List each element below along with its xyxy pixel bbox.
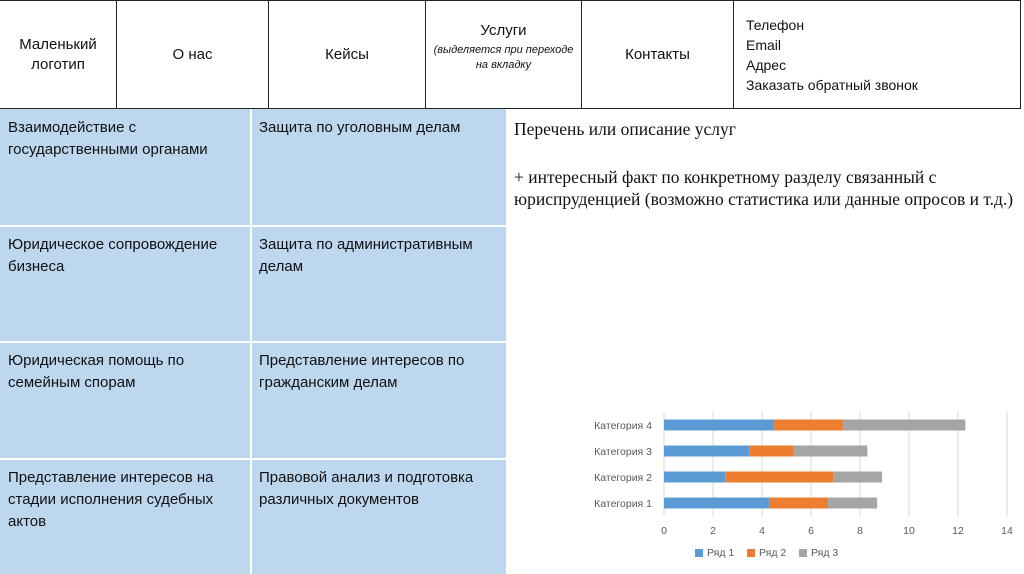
x-tick-label: 8 [857,525,863,537]
legend-label: Ряд 1 [707,547,735,559]
stacked-bar-chart [575,406,1023,574]
grid-divider [0,458,506,460]
interesting-fact: + интересный факт по конкретному разделу связанный с юриспруденцией (возможно статистика или данные опросов и т.д.) [514,167,1014,209]
bar-segment [833,472,882,483]
nav-item-contacts-label: Контакты [625,45,690,63]
nav-item-about-label: О нас [172,45,213,63]
x-tick-label: 0 [661,525,667,537]
service-cell-administrative-defense[interactable] [251,226,506,342]
x-tick-label: 4 [759,525,765,537]
service-label: Защита по уголовным делам [259,119,461,136]
contact-email[interactable]: Email [746,37,782,53]
services-grid [0,109,506,574]
category-label: Категория 4 [594,420,652,432]
contact-phone[interactable]: Телефон [746,17,805,33]
nav-item-services-label: Услуги [480,21,527,39]
service-label: Взаимодействие с государственными органами [8,119,208,158]
service-cell-criminal-defense[interactable] [251,109,506,226]
x-tick-label: 12 [952,525,964,537]
service-cell-family-disputes[interactable] [0,342,251,459]
nav-item-services-content [434,21,574,73]
legend-label: Ряд 2 [759,547,787,559]
nav-item-about[interactable] [117,1,269,108]
service-cell-enforcement[interactable] [0,459,251,574]
bar-segment [664,472,725,483]
services-description [514,118,1019,210]
chart-svg [575,406,1023,574]
logo-placeholder[interactable] [0,1,117,108]
legend-swatch [747,549,755,557]
bar-segment [725,472,833,483]
contact-info-block [734,1,1021,108]
category-label: Категория 1 [594,498,652,510]
service-label: Представление интересов на стадии исполнения судебных актов [8,469,214,530]
service-cell-legal-analysis[interactable] [251,459,506,574]
category-label: Категория 3 [594,446,652,458]
bar-segment [769,498,828,509]
grid-divider [0,225,506,227]
bar-segment [774,420,843,431]
bar-segment [828,498,877,509]
service-label: Представление интересов по гражданским делам [259,352,465,391]
nav-item-cases-label: Кейсы [325,45,369,63]
callback-request-link[interactable]: Заказать обратный звонок [746,77,918,93]
grid-divider [0,341,506,343]
service-label: Правовой анализ и подготовка различных документов [259,469,474,508]
service-cell-gov-relations[interactable] [0,109,251,226]
bar-segment [664,420,774,431]
bar-segment [664,446,750,457]
nav-item-services-hint: (выделяется при переходе на вкладку [433,43,574,71]
nav-item-services[interactable] [426,1,582,108]
nav-item-cases[interactable] [269,1,426,108]
grid-divider [250,109,252,574]
service-label: Юридическая помощь по семейным спорам [8,352,185,391]
x-tick-label: 6 [808,525,814,537]
bar-segment [794,446,868,457]
service-cell-civil-cases[interactable] [251,342,506,459]
contact-address[interactable]: Адрес [746,57,787,73]
legend-swatch [695,549,703,557]
bar-segment [750,446,794,457]
service-label: Защита по административным делам [259,236,473,275]
legend-swatch [799,549,807,557]
service-cell-business-support[interactable] [0,226,251,342]
x-tick-label: 14 [1001,525,1013,537]
services-description-title: Перечень или описание услуг [514,119,736,139]
service-label: Юридическое сопровождение бизнеса [8,236,218,275]
x-tick-label: 2 [710,525,716,537]
bar-segment [843,420,966,431]
legend-label: Ряд 3 [811,547,839,559]
top-navigation-header [0,0,1021,109]
category-label: Категория 2 [594,472,652,484]
bar-segment [664,498,769,509]
logo-label: Маленький логотип [19,35,97,73]
nav-item-contacts[interactable] [582,1,734,108]
x-tick-label: 10 [903,525,915,537]
